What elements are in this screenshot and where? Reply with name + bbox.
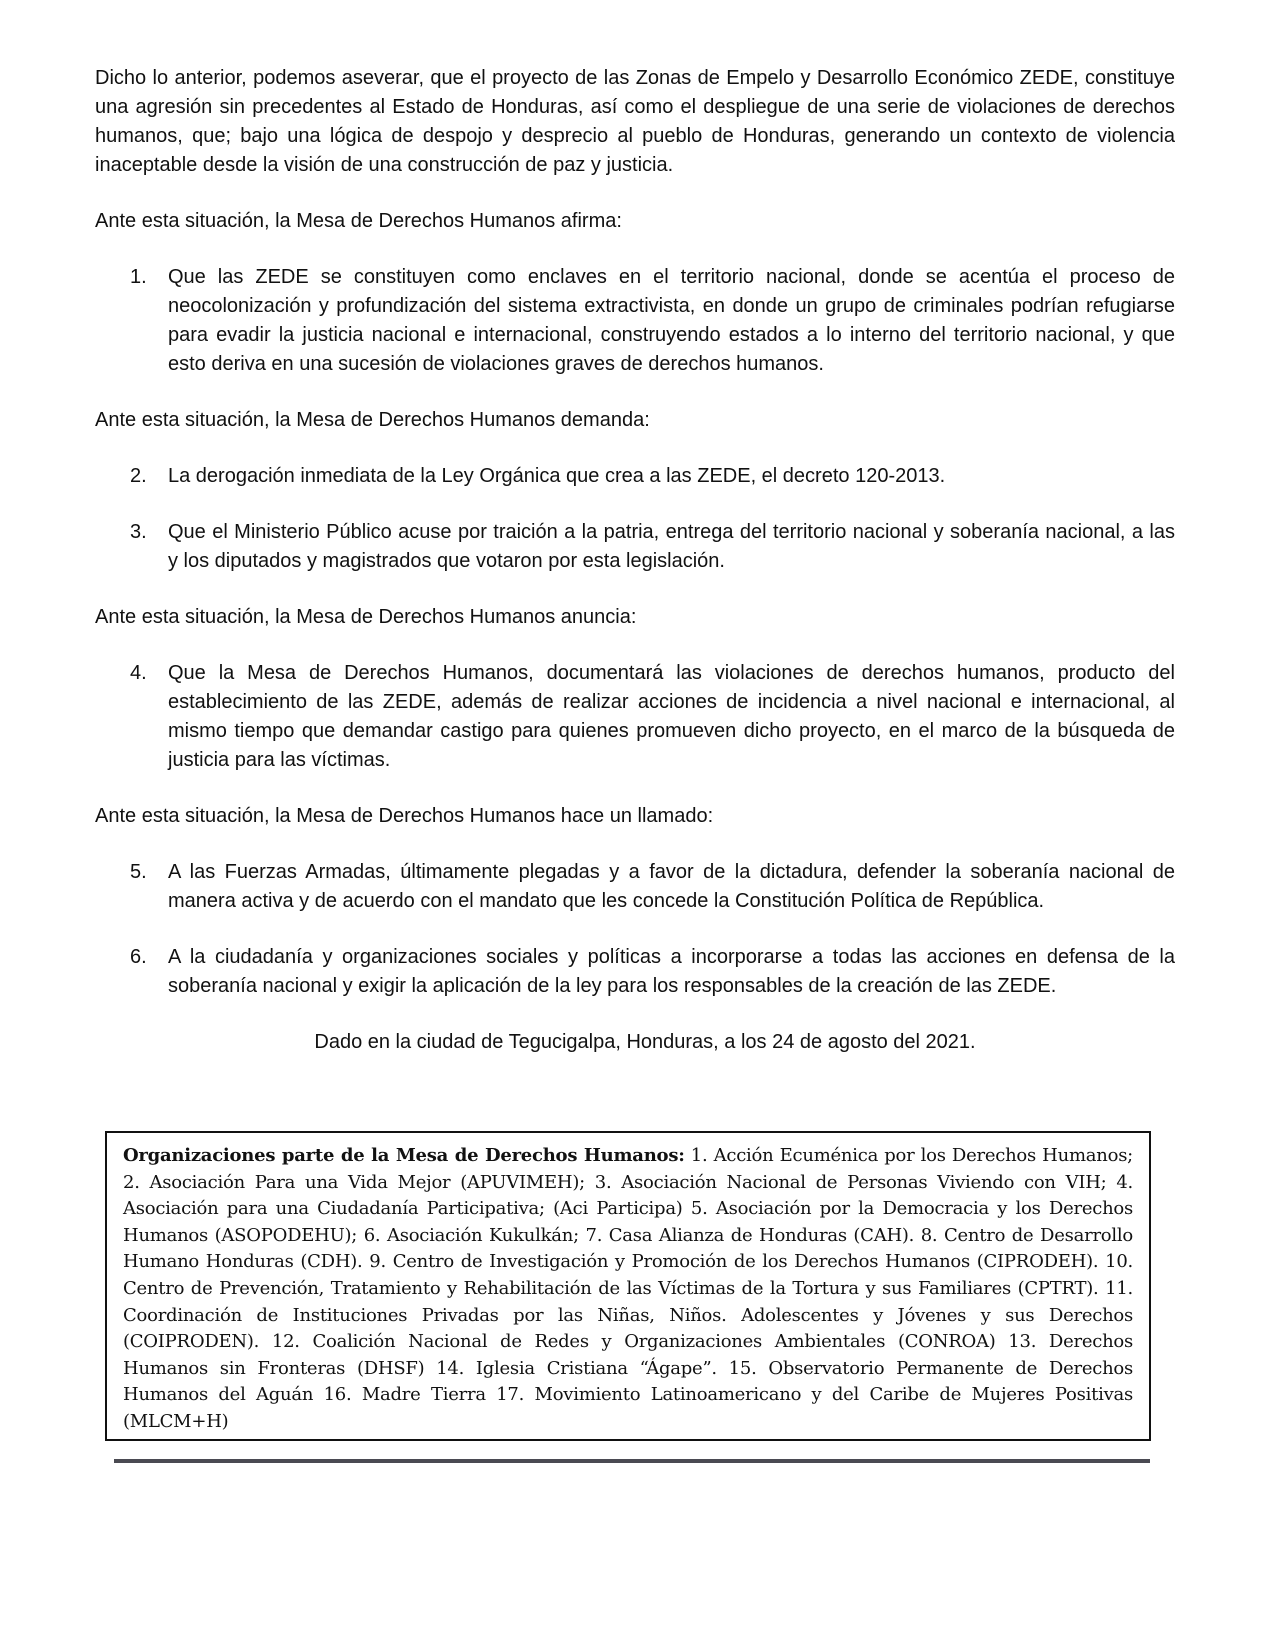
item-number: 6. [130, 946, 147, 968]
organizations-title: Organizaciones parte de la Mesa de Derechos Humanos: [123, 1145, 685, 1166]
section-heading-anuncia: Ante esta situación, la Mesa de Derechos Humanos anuncia: [95, 606, 637, 628]
item-text: A las Fuerzas Armadas, últimamente plegadas y a favor de la dictadura, defender la soberanía nacional de manera activa y de acuerdo con el mandato que les concede la Constitución Política de República. [168, 861, 1175, 912]
item-number: 5. [130, 861, 147, 883]
organizations-box [105, 1131, 1151, 1441]
document-body [95, 64, 1175, 1057]
organizations-list: 1. Acción Ecuménica por los Derechos Humanos; 2. Asociación Para una Vida Mejor (APUVIMEH); 3. Asociación Nacional de Personas Viviendo con VIH; 4. Asociación para una Ciudadanía Participativa; (Aci Participa) 5. Asociación por la Democracia y los Derechos Humanos (ASOPODEHU); 6. Asociación Kukulkán; 7. Casa Alianza de Honduras (CAH). 8. Centro de Desarrollo Humano Honduras (CDH). 9. Centro de Investigación y Promoción de los Derechos Humanos (CIPRODEH). 10. Centro de Prevención, Tratamiento y Rehabilitación de las Víctimas de la Tortura y sus Familiares (CPTRT). 11. Coordinación de Instituciones Privadas por las Niñas, Niños. Adolescentes y Jóvenes y sus Derechos (COIPRODEN). 12. Coalición Nacional de Redes y Organizaciones Ambientales (CONROA) 13. Derechos Humanos sin Fronteras (DHSF) 14. Iglesia Cristiana “Ágape”. 15. Observatorio Permanente de Derechos Humanos del Aguán 16. Madre Tierra 17. Movimiento Latinoamericano y del Caribe de Mujeres Positivas (MLCM+H) [123, 1145, 1133, 1432]
item-text: Que el Ministerio Público acuse por traición a la patria, entrega del territorio nacional y soberanía nacional, a las y los diputados y magistrados que votaron por esta legislación. [168, 521, 1175, 572]
item-number: 4. [130, 662, 147, 684]
item-number: 1. [130, 266, 147, 288]
list-item [130, 659, 1175, 775]
closing-line: Dado en la ciudad de Tegucigalpa, Honduras, a los 24 de agosto del 2021. [314, 1031, 976, 1053]
section-heading-llamado: Ante esta situación, la Mesa de Derechos Humanos hace un llamado: [95, 805, 714, 827]
list-item [130, 518, 1175, 576]
item-text: Que la Mesa de Derechos Humanos, documentará las violaciones de derechos humanos, producto del establecimiento de las ZEDE, además de realizar acciones de incidencia a nivel nacional e internacional, al mismo tiempo que demandar castigo para quienes promueven dicho proyecto, en el marco de la búsqueda de justicia para las víctimas. [168, 662, 1175, 771]
list-item [130, 462, 1175, 491]
item-text: Que las ZEDE se constituyen como enclaves en el territorio nacional, donde se acentúa el proceso de neocolonización y profundización del sistema extractivista, en donde un grupo de criminales podrían refugiarse para evadir la justicia nacional e internacional, construyendo estados a lo interno del territorio nacional, y que esto deriva en una sucesión de violaciones graves de derechos humanos. [168, 266, 1175, 375]
item-number: 3. [130, 521, 147, 543]
list-item [130, 943, 1175, 1001]
intro-paragraph: Dicho lo anterior, podemos aseverar, que el proyecto de las Zonas de Empelo y Desarrollo Económico ZEDE, constituye una agresión sin precedentes al Estado de Honduras, así como el despliegue de una serie de violaciones de derechos humanos, que; bajo una lógica de despojo y desprecio al pueblo de Honduras, generando un contexto de violencia inaceptable desde la visión de una construcción de paz y justicia. [95, 67, 1175, 176]
section-heading-demanda: Ante esta situación, la Mesa de Derechos Humanos demanda: [95, 409, 650, 431]
item-text: La derogación inmediata de la Ley Orgánica que crea a las ZEDE, el decreto 120-2013. [168, 465, 946, 487]
item-number: 2. [130, 465, 147, 487]
item-text: A la ciudadanía y organizaciones sociales y políticas a incorporarse a todas las acciones en defensa de la soberanía nacional y exigir la aplicación de la ley para los responsables de la creación de las ZEDE. [168, 946, 1175, 997]
list-item [130, 263, 1175, 379]
section-heading-afirma: Ante esta situación, la Mesa de Derechos Humanos afirma: [95, 210, 622, 232]
list-item [130, 858, 1175, 916]
bottom-divider [114, 1459, 1150, 1463]
